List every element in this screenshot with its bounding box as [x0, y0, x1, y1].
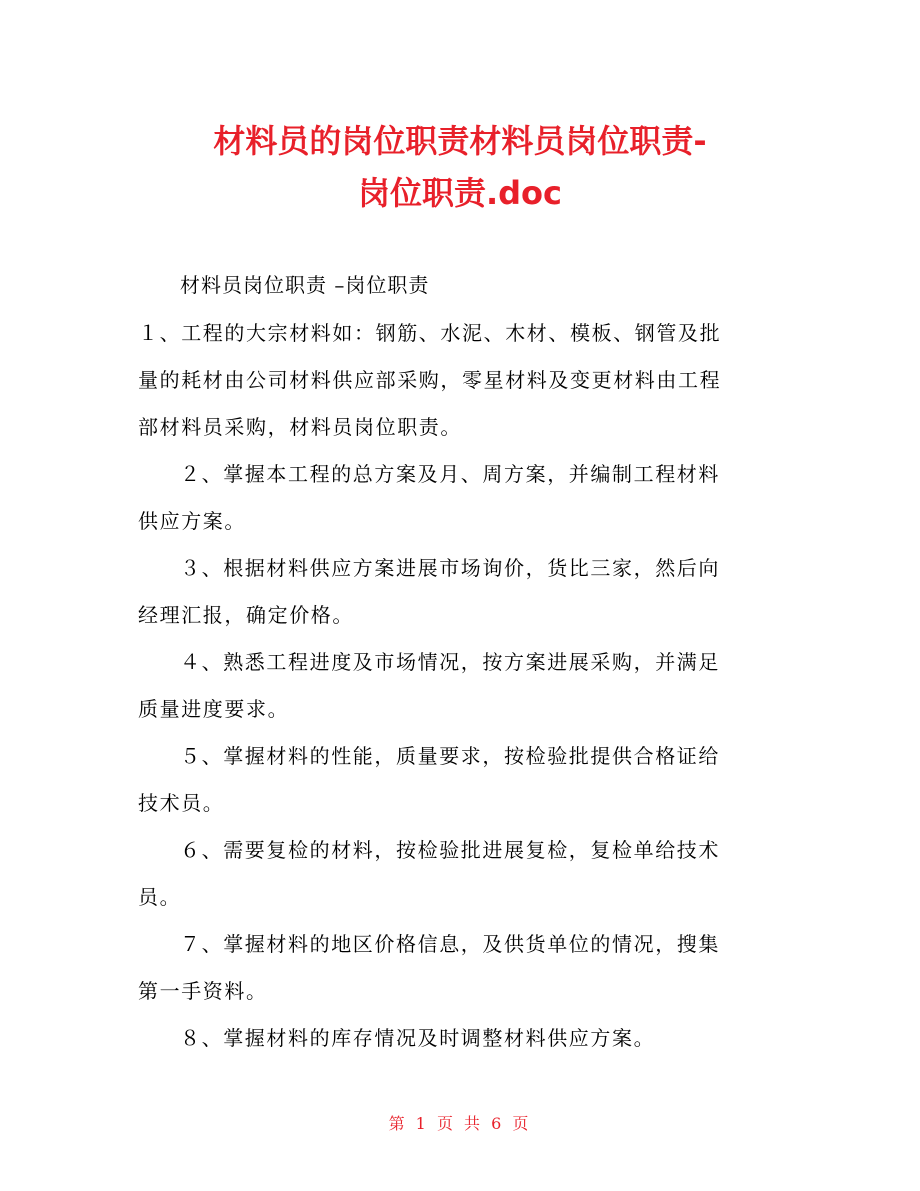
- paragraph-line: 员。: [138, 885, 182, 909]
- paragraph-line: 第一手资料。: [138, 979, 268, 1003]
- paragraph-line: 供应方案。: [138, 509, 246, 533]
- page-number-footer: 第 1 页 共 6 页: [388, 1114, 532, 1133]
- paragraph-line: ８、掌握材料的库存情况及时调整材料供应方案。: [180, 1026, 656, 1050]
- paragraph-line: ６、需要复检的材料，按检验批进展复检，复检单给技术: [180, 838, 720, 862]
- paragraph-line: 经理汇报，确定价格。: [138, 603, 354, 627]
- document-title-line-2: 岗位职责.doc: [357, 174, 563, 212]
- paragraph-line: 量的耗材由公司材料供应部采购，零星材料及变更材料由工程: [138, 368, 722, 392]
- document-title-line-1: 材料员的岗位职责材料员岗位职责-: [213, 122, 707, 160]
- paragraph-line: ３、根据材料供应方案进展市场询价，货比三家，然后向: [180, 556, 720, 580]
- paragraph-line: １、工程的大宗材料如：钢筋、水泥、木材、模板、钢管及批: [138, 321, 722, 345]
- paragraph-line: ７、掌握材料的地区价格信息，及供货单位的情况，搜集: [180, 932, 720, 956]
- paragraph-line: 部材料员采购，材料员岗位职责。: [138, 415, 462, 439]
- paragraph-line: 技术员。: [138, 791, 225, 815]
- paragraph-line: 质量进度要求。: [138, 697, 290, 721]
- document-subtitle: 材料员岗位职责 –岗位职责: [180, 273, 430, 297]
- paragraph-line: ２、掌握本工程的总方案及月、周方案，并编制工程材料: [180, 462, 720, 486]
- paragraph-line: ５、掌握材料的性能，质量要求，按检验批提供合格证给: [180, 744, 720, 768]
- paragraph-line: ４、熟悉工程进度及市场情况，按方案进展采购，并满足: [180, 650, 720, 674]
